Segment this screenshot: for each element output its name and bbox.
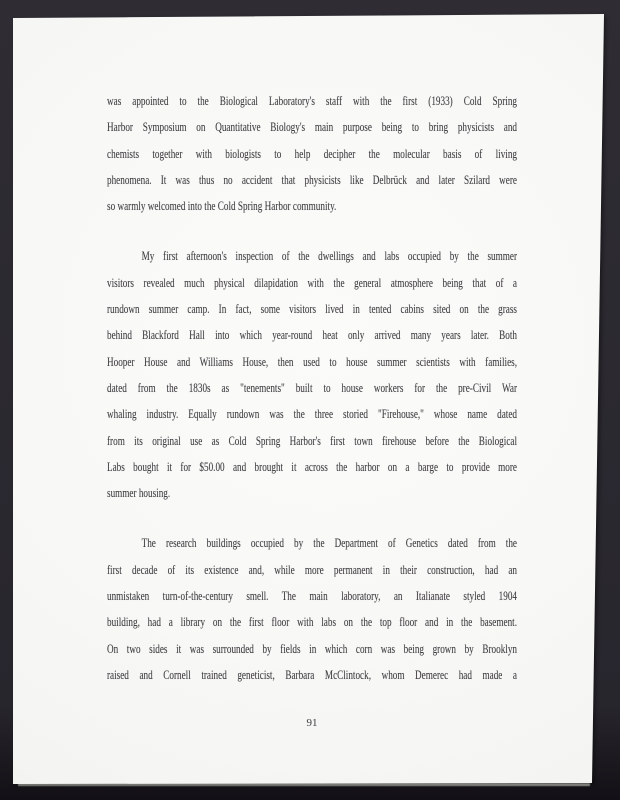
text-line: Labs bought it for $50.00 and brought it across the harbor on a barge to provide more bbox=[107, 459, 518, 474]
text-line: dated from the 1830s as "tenements" built to house workers for the pre-Civil War bbox=[107, 380, 518, 395]
text-line: so warmly welcomed into the Cold Spring Harbor community. bbox=[107, 199, 337, 214]
paragraph bbox=[107, 88, 517, 219]
text-line: chemists together with biologists to help decipher the molecular basis of living bbox=[107, 146, 518, 161]
page-text-block bbox=[107, 88, 517, 688]
text-line: from its original use as Cold Spring Harbor's first town firehouse before the Biological bbox=[107, 433, 518, 448]
text-line: whaling industry. Equally rundown was the three storied "Firehouse," whose name dated bbox=[107, 407, 518, 422]
text-line: Hooper House and Williams House, then used to house summer scientists with families, bbox=[107, 354, 518, 369]
text-line: building, had a library on the first floor with labs on the top floor and in the basement. bbox=[107, 615, 518, 630]
text-line: was appointed to the Biological Laboratory's staff with the first (1933) Cold Spring bbox=[107, 94, 518, 108]
text-line: My first afternoon's inspection of the dwellings and labs occupied by the summer bbox=[141, 249, 518, 264]
text-line: raised and Cornell trained geneticist, Barbara McClintock, whom Demerec had made a bbox=[107, 667, 518, 682]
text-line: unmistaken turn-of-the-century smell. The main laboratory, an Italianate styled 1904 bbox=[107, 589, 518, 604]
paragraph bbox=[107, 530, 517, 688]
text-line: Harbor Symposium on Quantitative Biology's main purpose being to bring physicists and bbox=[107, 120, 518, 135]
page-number: 91 bbox=[306, 717, 318, 729]
text-line: phenomena. It was thus no accident that physicists like Delbrück and later Szilard were bbox=[107, 172, 518, 187]
text-line: rundown summer camp. In fact, some visitors lived in tented cabins sited on the grass bbox=[107, 302, 518, 317]
text-line: first decade of its existence and, while more permanent in their construction, had an bbox=[107, 562, 518, 577]
text-line: behind Blackford Hall into which year-round heat only arrived many years later. Both bbox=[107, 328, 518, 343]
text-line: summer housing. bbox=[107, 486, 171, 501]
text-line: On two sides it was surrounded by fields in which corn was being grown by Brooklyn bbox=[107, 641, 518, 656]
text-line: visitors revealed much physical dilapidation with the general atmosphere being that of a bbox=[107, 275, 518, 290]
text-line: The research buildings occupied by the Department of Genetics dated from the bbox=[141, 536, 518, 551]
paragraph bbox=[107, 243, 517, 506]
